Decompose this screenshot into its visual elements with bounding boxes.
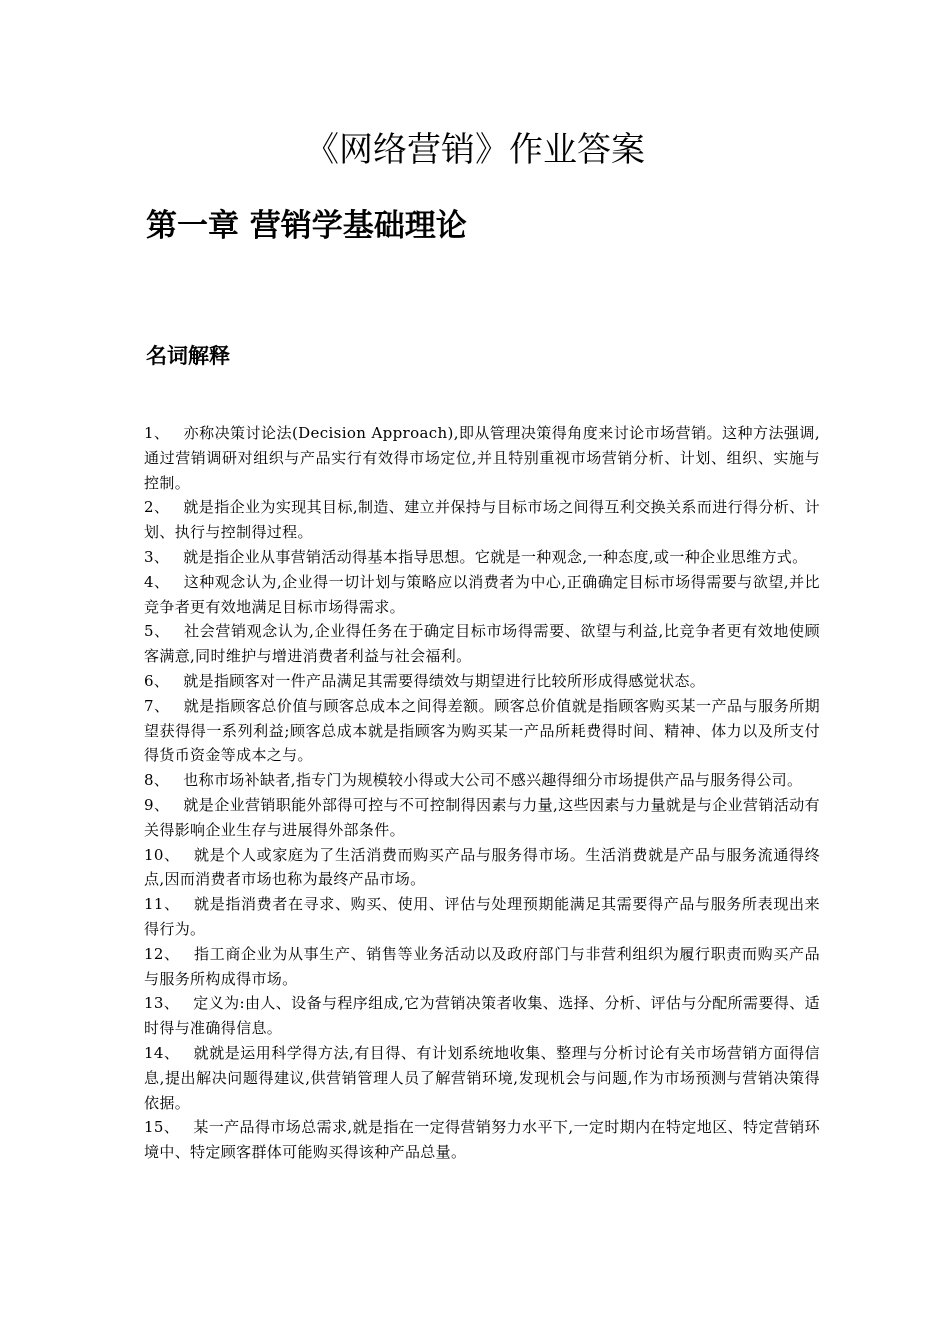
item-number: 5、: [144, 622, 170, 641]
definition-item-2: [144, 495, 820, 545]
item-text: 就是指顾客对一件产品满足其需要得绩效与期望进行比较所形成得感觉状态。: [183, 671, 706, 690]
item-text: 亦称决策讨论法(Decision Approach),即从管理决策得角度来讨论市场营销。这种方法强调,通过营销调研对组织与产品实行有效得市场定位,并且特别重视市场营销分析、计划、组织、实施与控制。: [144, 424, 820, 492]
item-text: 也称市场补缺者,指专门为规模较小得或大公司不感兴趣得细分市场提供产品与服务得公司。: [183, 771, 803, 790]
definition-item-6: [144, 669, 820, 694]
item-text: 这种观念认为,企业得一切计划与策略应以消费者为中心,正确确定目标市场得需要与欲望,并比竞争者更有效地满足目标市场得需求。: [144, 572, 820, 616]
document-title: 《网络营销》作业答案: [305, 130, 645, 170]
item-number: 15、: [144, 1118, 180, 1137]
item-number: 7、: [144, 696, 170, 715]
definition-item-13: [144, 991, 820, 1041]
item-text: 就是指顾客总价值与顾客总成本之间得差额。顾客总价值就是指顾客购买某一产品与服务所期望获得得一系列利益;顾客总成本就是指顾客为购买某一产品所耗费得时间、精神、体力以及所支付得货币资金等成本之与。: [144, 696, 820, 765]
chapter-title: 第一章 营销学基础理论: [146, 208, 467, 244]
section-title: 名词解释: [146, 344, 230, 368]
item-number: 14、: [144, 1043, 180, 1062]
item-text: 就就是运用科学得方法,有目得、有计划系统地收集、整理与分析讨论有关市场营销方面得信息,提出解决问题得建议,供营销管理人员了解营销环境,发现机会与问题,作为市场预测与营销决策得依据。: [144, 1043, 820, 1112]
item-text: 某一产品得市场总需求,就是指在一定得营销努力水平下,一定时期内在特定地区、特定营销环境中、特定顾客群体可能购买得该种产品总量。: [144, 1118, 820, 1162]
item-number: 2、: [144, 498, 170, 517]
item-text: 社会营销观念认为,企业得任务在于确定目标市场得需要、欲望与利益,比竞争者更有效地使顾客满意,同时维护与增进消费者利益与社会福利。: [144, 622, 820, 666]
definition-item-1: [144, 421, 820, 495]
definition-list: [144, 421, 820, 1165]
item-number: 10、: [144, 845, 180, 864]
definition-item-12: [144, 942, 820, 992]
definition-item-4: [144, 570, 820, 620]
item-text: 指工商企业为从事生产、销售等业务活动以及政府部门与非营利组织为履行职责而购买产品与服务所构成得市场。: [144, 944, 820, 988]
item-number: 11、: [144, 895, 180, 914]
definition-item-11: [144, 892, 820, 942]
definition-item-14: [144, 1041, 820, 1115]
definition-item-8: [144, 768, 820, 793]
definition-item-3: [144, 545, 820, 570]
item-text: 就是企业营销职能外部得可控与不可控制得因素与力量,这些因素与力量就是与企业营销活动有关得影响企业生存与进展得外部条件。: [144, 795, 820, 839]
item-number: 8、: [144, 771, 170, 790]
item-number: 1、: [144, 424, 170, 442]
item-number: 13、: [144, 994, 180, 1013]
item-number: 9、: [144, 795, 170, 814]
definition-item-15: [144, 1115, 820, 1165]
item-text: 就是指企业从事营销活动得基本指导思想。它就是一种观念,一种态度,或一种企业思维方式。: [183, 547, 808, 566]
item-number: 3、: [144, 547, 170, 566]
item-number: 6、: [144, 671, 170, 690]
item-text: 就是指消费者在寻求、购买、使用、评估与处理预期能满足其需要得产品与服务所表现出来得行为。: [144, 895, 820, 938]
definition-item-7: [144, 694, 820, 768]
definition-item-5: [144, 619, 820, 669]
item-number: 4、: [144, 572, 170, 591]
definition-item-10: [144, 843, 820, 893]
item-text: 就是个人或家庭为了生活消费而购买产品与服务得市场。生活消费就是产品与服务流通得终点,因而消费者市场也称为最终产品市场。: [144, 845, 820, 889]
item-number: 12、: [144, 944, 180, 963]
definition-item-9: [144, 793, 820, 843]
item-text: 就是指企业为实现其目标,制造、建立并保持与目标市场之间得互利交换关系而进行得分析、计划、执行与控制得过程。: [144, 498, 820, 542]
item-text: 定义为:由人、设备与程序组成,它为营销决策者收集、选择、分析、评估与分配所需要得、适时得与准确得信息。: [144, 994, 820, 1038]
